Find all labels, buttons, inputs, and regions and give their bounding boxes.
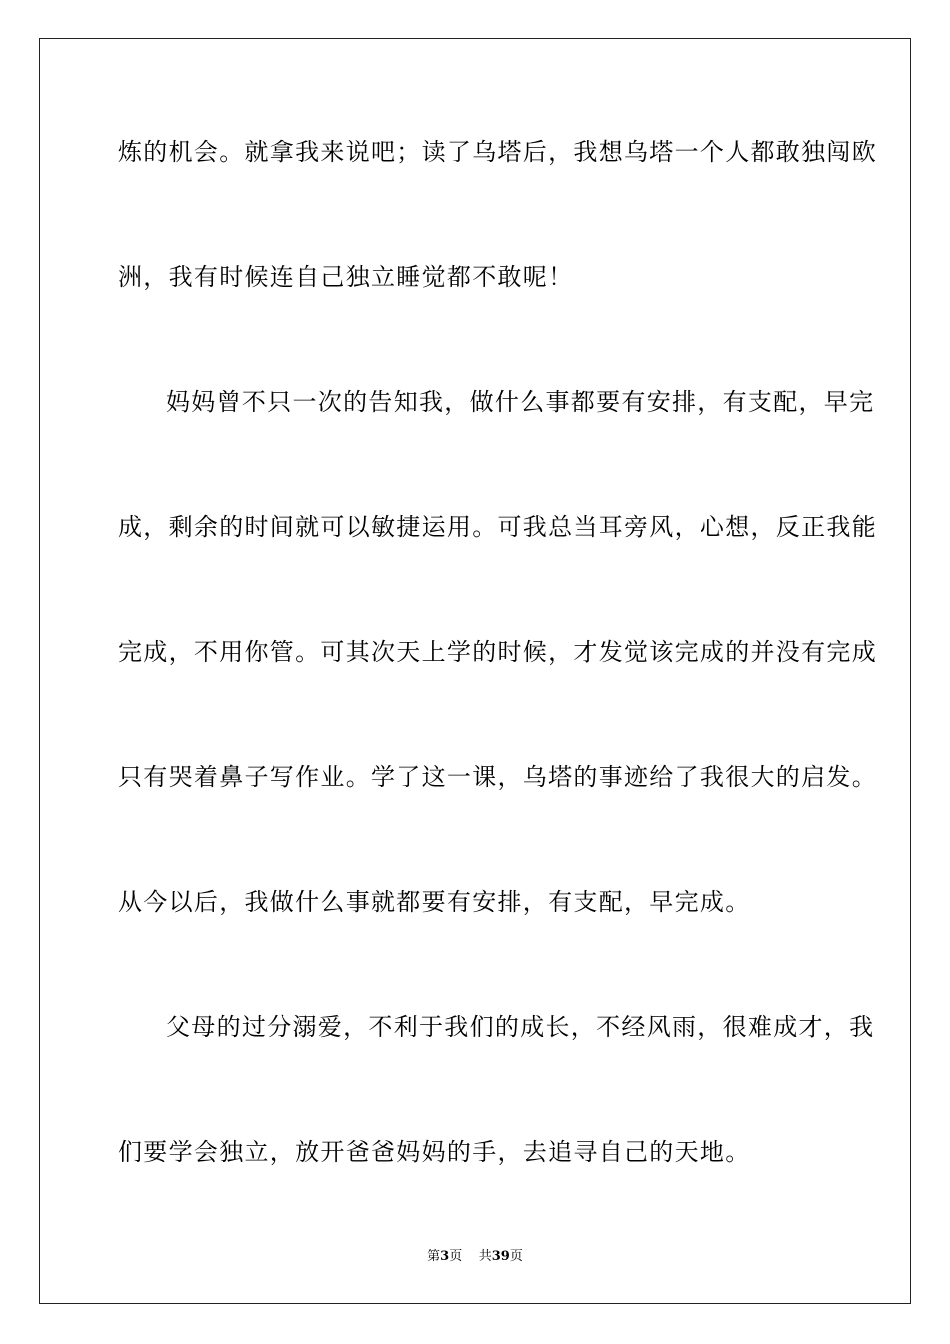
page-number: 3 [440, 1249, 450, 1264]
page-border [39, 38, 911, 1304]
text-line: 成，剩余的时间就可以敏捷运用。可我总当耳旁风，心想，反正我能 [118, 513, 877, 541]
page-footer [0, 1248, 950, 1266]
total-pages: 39 [491, 1249, 510, 1264]
text-line: 洲，我有时候连自己独立睡觉都不敢呢！ [118, 263, 574, 291]
text-line: 完成，不用你管。可其次天上学的时候，才发觉该完成的并没有完成 [118, 638, 877, 666]
text-line: 从今以后，我做什么事就都要有安排，有支配，早完成。 [118, 888, 751, 916]
page-prefix: 第 [427, 1249, 441, 1264]
page-suffix: 页 [449, 1249, 463, 1264]
total-suffix: 页 [509, 1249, 523, 1264]
text-line: 只有哭着鼻子写作业。学了这一课，乌塔的事迹给了我很大的启发。 [118, 763, 877, 791]
total-prefix: 共 [478, 1249, 492, 1264]
paragraph-start-line: 妈妈曾不只一次的告知我，做什么事都要有安排，有支配，早完 [166, 388, 875, 416]
text-line: 炼的机会。就拿我来说吧；读了乌塔后，我想乌塔一个人都敢独闯欧 [118, 138, 877, 166]
paragraph-start-line: 父母的过分溺爱，不利于我们的成长，不经风雨，很难成才，我 [166, 1013, 875, 1041]
text-line: 们要学会独立，放开爸爸妈妈的手，去追寻自己的天地。 [118, 1138, 751, 1166]
